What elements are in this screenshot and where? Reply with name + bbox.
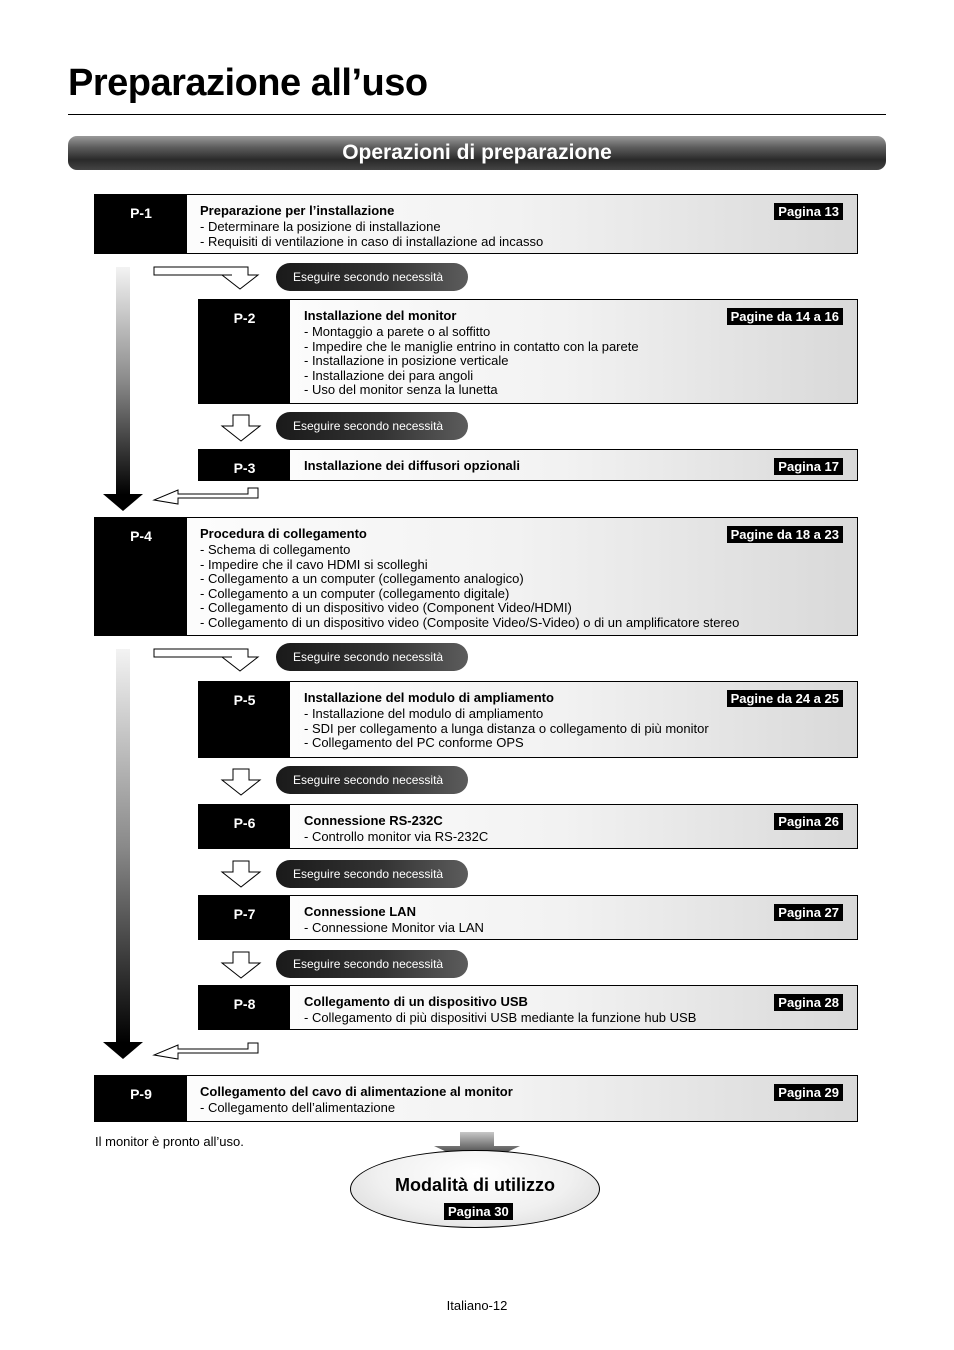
step-item: - Controllo monitor via RS-232C <box>304 829 489 844</box>
step-item: - Connessione Monitor via LAN <box>304 920 484 935</box>
usage-mode-page-badge: Pagina 30 <box>444 1203 513 1220</box>
bent-arrow-right-icon <box>152 647 262 673</box>
step-page-badge: Pagina 17 <box>774 458 843 475</box>
step-page-badge: Pagina 28 <box>774 994 843 1011</box>
step-page-badge: Pagine da 24 a 25 <box>727 690 843 707</box>
step-item: - Impedire che le maniglie entrino in contatto con la parete <box>304 338 639 354</box>
step-item: - Montaggio a parete o al soffitto <box>304 324 491 339</box>
bent-arrow-left-icon <box>148 486 262 512</box>
step-items <box>304 830 488 845</box>
optional-pill: Eseguire secondo necessità <box>276 412 468 440</box>
step-p5 <box>198 681 858 758</box>
ready-text: Il monitor è pronto all’uso. <box>95 1134 244 1149</box>
step-items <box>304 707 709 751</box>
step-item: - Installazione del modulo di ampliamento <box>304 706 544 721</box>
step-heading: Procedura di collegamento <box>200 526 367 541</box>
step-heading: Connessione RS-232C <box>304 813 443 828</box>
step-items <box>304 1011 696 1026</box>
step-code: P-1 <box>95 195 187 253</box>
step-item: - SDI per collegamento a lunga distanza o collegamento di più monitor <box>304 720 709 736</box>
step-code: P-8 <box>199 986 290 1029</box>
flow-arrow-down-icon <box>103 1042 143 1059</box>
title-divider <box>68 114 886 115</box>
down-arrow-icon <box>220 860 262 888</box>
step-heading: Preparazione per l’installazione <box>200 203 395 218</box>
step-page-badge: Pagina 27 <box>774 904 843 921</box>
step-items <box>304 921 484 936</box>
optional-pill: Eseguire secondo necessità <box>276 643 468 671</box>
page-title: Preparazione all’uso <box>68 62 428 104</box>
step-page-badge: Pagina 29 <box>774 1084 843 1101</box>
step-page-badge: Pagine da 14 a 16 <box>727 308 843 325</box>
step-code: P-5 <box>199 682 290 757</box>
step-item: - Collegamento di più dispositivi USB mediante la funzione hub USB <box>304 1010 697 1025</box>
step-items <box>200 1101 395 1116</box>
step-code: P-9 <box>95 1076 187 1121</box>
step-item: - Collegamento a un computer (collegamento analogico) <box>200 571 524 586</box>
step-item: - Collegamento di un dispositivo video (Component Video/HDMI) <box>200 600 572 615</box>
step-item: - Installazione dei para angoli <box>304 367 474 383</box>
step-item: - Collegamento di un dispositivo video (Composite Video/S-Video) o di un amplificatore stereo <box>200 614 740 630</box>
step-item: - Requisiti di ventilazione in caso di installazione ad incasso <box>200 233 544 249</box>
flow-bar-1 <box>116 267 130 495</box>
flow-arrow-down-icon <box>103 494 143 511</box>
step-page-badge: Pagina 13 <box>774 203 843 220</box>
step-item: - Installazione in posizione verticale <box>304 353 509 368</box>
optional-pill: Eseguire secondo necessità <box>276 766 468 794</box>
step-code: P-6 <box>199 805 290 848</box>
step-p2 <box>198 299 858 404</box>
flow-bar-2 <box>116 649 130 1043</box>
step-items <box>304 325 639 398</box>
usage-mode-title: Modalità di utilizzo <box>395 1175 555 1195</box>
step-items <box>200 543 739 630</box>
step-p1 <box>94 194 858 254</box>
step-code: P-7 <box>199 896 290 939</box>
page-number: Italiano-12 <box>446 1298 508 1313</box>
step-code: P-2 <box>199 300 290 403</box>
step-item: - Uso del monitor senza la lunetta <box>304 382 498 397</box>
optional-pill: Eseguire secondo necessità <box>276 950 468 978</box>
step-heading: Connessione LAN <box>304 904 416 919</box>
step-p3 <box>198 449 858 481</box>
bent-arrow-left-icon <box>148 1041 262 1067</box>
step-item: - Collegamento del PC conforme OPS <box>304 735 524 750</box>
step-p6 <box>198 804 858 849</box>
step-code: P-3 <box>199 450 290 480</box>
step-items <box>200 220 543 249</box>
step-item: - Collegamento a un computer (collegamento digitale) <box>200 585 510 601</box>
step-p8 <box>198 985 858 1030</box>
step-heading: Collegamento del cavo di alimentazione al monitor <box>200 1084 513 1099</box>
step-heading: Installazione del modulo di ampliamento <box>304 690 554 705</box>
step-heading: Installazione dei diffusori opzionali <box>304 458 520 473</box>
step-p4 <box>94 517 858 636</box>
down-arrow-icon <box>220 951 262 979</box>
down-arrow-icon <box>220 768 262 796</box>
step-item: - Impedire che il cavo HDMI si scolleghi <box>200 556 428 572</box>
section-heading: Operazioni di preparazione <box>68 136 886 170</box>
step-heading: Installazione del monitor <box>304 308 457 323</box>
optional-pill: Eseguire secondo necessità <box>276 263 468 291</box>
step-heading: Collegamento di un dispositivo USB <box>304 994 528 1009</box>
step-p7 <box>198 895 858 940</box>
usage-mode-oval <box>350 1150 600 1228</box>
step-item: - Schema di collegamento <box>200 542 351 557</box>
bent-arrow-right-icon <box>152 265 262 291</box>
down-arrow-icon <box>220 414 262 442</box>
step-item: - Determinare la posizione di installazione <box>200 219 441 234</box>
optional-pill: Eseguire secondo necessità <box>276 860 468 888</box>
step-page-badge: Pagine da 18 a 23 <box>727 526 843 543</box>
step-p9 <box>94 1075 858 1122</box>
step-page-badge: Pagina 26 <box>774 813 843 830</box>
step-code: P-4 <box>95 518 187 635</box>
step-item: - Collegamento dell’alimentazione <box>200 1100 396 1115</box>
